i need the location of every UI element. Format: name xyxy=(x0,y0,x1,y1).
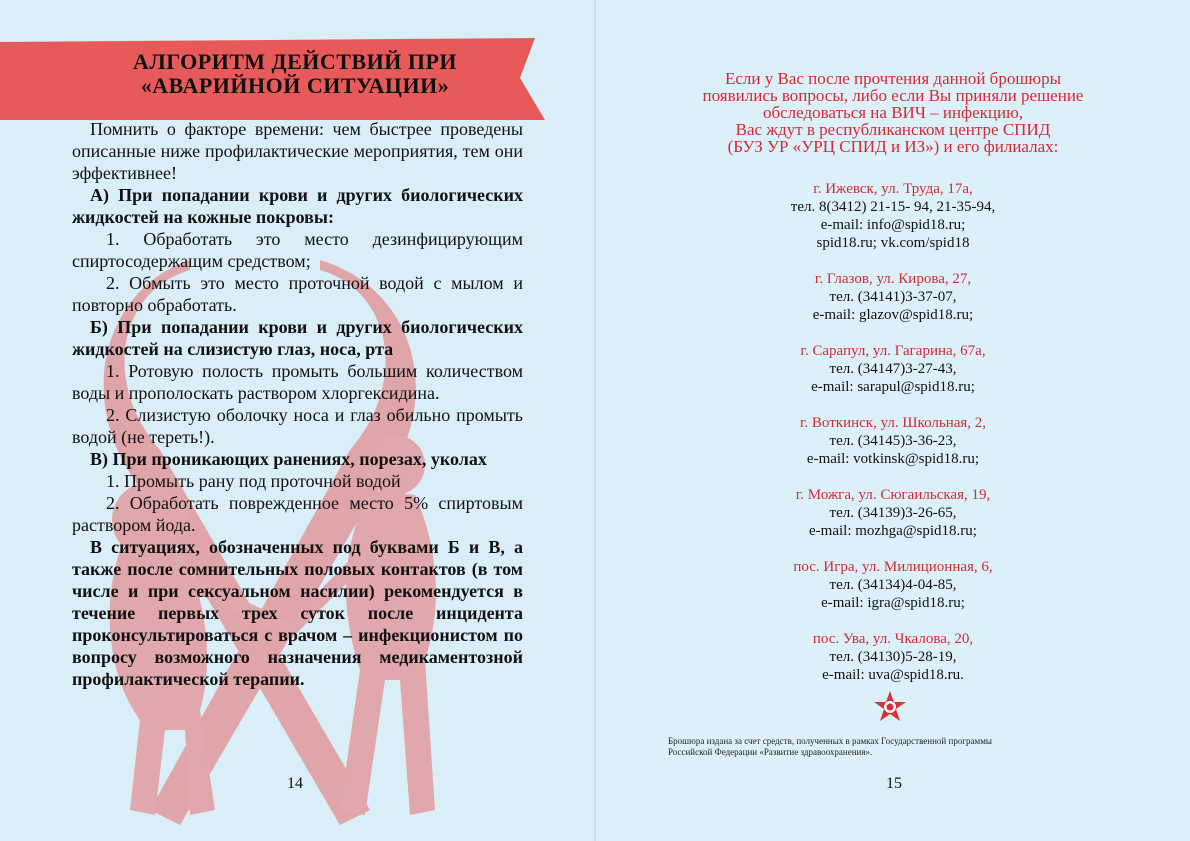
branch-phone: тел. (34147)3-27-43, xyxy=(829,361,957,377)
branch-list xyxy=(656,180,1130,702)
branch-email: e-mail: info@spid18.ru; xyxy=(820,217,966,233)
star-emblem-icon xyxy=(872,690,908,726)
branch-phone: тел. (34139)3-26-65, xyxy=(829,505,957,521)
branch-email: e-mail: glazov@spid18.ru; xyxy=(812,307,974,323)
branch-votkinsk xyxy=(656,414,1130,468)
branch-phone: тел. 8(3412) 21-15- 94, 21-35-94, xyxy=(790,199,996,215)
branch-izhevsk xyxy=(656,180,1130,252)
branch-address: г. Сарапул, ул. Гагарина, 67а, xyxy=(800,343,986,359)
conclusion-paragraph: В ситуациях, обозначенных под буквами Б и В, а также после сомнительных половых контактов (в том числе и при сексуальном насилии) рекомендуется в течение первых трех суток после инцидента проконсультироваться с врачом – инфекционистом по вопросу возможного назначения медикаментозной профилактической терапии. xyxy=(72,537,523,689)
footnote-line-1: Брошюра издана за счет средств, полученных в рамках Государственной программы xyxy=(668,736,992,746)
branch-phone: тел. (34130)5-28-19, xyxy=(829,649,957,665)
branch-glazov xyxy=(656,270,1130,324)
branch-phone: тел. (34141)3-37-07, xyxy=(829,289,957,305)
intro-line-4: Вас ждут в республиканском центре СПИД xyxy=(735,120,1051,139)
intro-line-2: появились вопросы, либо если Вы приняли решение xyxy=(702,86,1084,105)
contact-intro xyxy=(636,70,1150,155)
algorithm-text xyxy=(72,118,523,690)
branch-address: г. Ижевск, ул. Труда, 17а, xyxy=(813,181,973,197)
branch-email: e-mail: votkinsk@spid18.ru; xyxy=(806,451,980,467)
branch-address: пос. Ува, ул. Чкалова, 20, xyxy=(812,631,974,647)
branch-address: г. Воткинск, ул. Школьная, 2, xyxy=(799,415,987,431)
branch-uva xyxy=(656,630,1130,684)
right-page xyxy=(596,0,1190,841)
section-c-step-2: 2. Обработать поврежденное место 5% спиртовым раствором йода. xyxy=(72,493,523,535)
branch-sarapul xyxy=(656,342,1130,396)
intro-line-5: (БУЗ УР «УРЦ СПИД и ИЗ») и его филиалах: xyxy=(727,137,1059,156)
page-number-left: 14 xyxy=(287,775,303,792)
branch-igra xyxy=(656,558,1130,612)
section-c-heading: В) При проникающих ранениях, порезах, уколах xyxy=(90,449,487,469)
branch-address: г. Глазов, ул. Кирова, 27, xyxy=(814,271,972,287)
left-page xyxy=(0,0,594,841)
section-b-step-1: 1. Ротовую полость промыть большим количеством воды и прополоскать раствором хлоргексидина. xyxy=(72,361,523,403)
branch-email: e-mail: sarapul@spid18.ru; xyxy=(811,379,975,395)
section-a-heading: А) При попадании крови и других биологических жидкостей на кожные покровы: xyxy=(72,185,523,227)
section-a-step-2: 2. Обмыть это место проточной водой с мылом и повторно обработать. xyxy=(72,273,523,315)
section-b-heading: Б) При попадании крови и других биологических жидкостей на слизистую глаз, носа, рта xyxy=(72,317,523,359)
intro-line-1: Если у Вас после прочтения данной брошюры xyxy=(724,69,1062,88)
branch-phone: тел. (34145)3-36-23, xyxy=(829,433,957,449)
branch-email: e-mail: uva@spid18.ru. xyxy=(822,667,964,683)
section-a-step-1: 1. Обработать это место дезинфицирующим спиртосодержащим средством; xyxy=(72,229,523,271)
branch-mozhga xyxy=(656,486,1130,540)
branch-email: e-mail: mozhga@spid18.ru; xyxy=(809,523,977,539)
publication-footnote xyxy=(668,736,1068,758)
section-b-step-2: 2. Слизистую оболочку носа и глаз обильно промыть водой (не тереть!). xyxy=(72,405,523,447)
footnote-line-2: Российской Федерации «Развитие здравоохранения». xyxy=(668,747,873,757)
branch-phone: тел. (34134)4-04-85, xyxy=(829,577,957,593)
branch-email: e-mail: igra@spid18.ru; xyxy=(821,595,965,611)
page-title xyxy=(60,50,530,98)
title-line-2: «АВАРИЙНОЙ СИТУАЦИИ» xyxy=(140,73,450,98)
intro-line-3: обследоваться на ВИЧ – инфекцию, xyxy=(762,103,1024,122)
branch-address: пос. Игра, ул. Милиционная, 6, xyxy=(793,559,993,575)
section-c-step-1: 1. Промыть рану под проточной водой xyxy=(106,471,401,491)
branch-web: spid18.ru; vk.com/spid18 xyxy=(816,235,970,251)
branch-address: г. Можга, ул. Сюгаильская, 19, xyxy=(795,487,991,503)
page-number-right: 15 xyxy=(886,775,902,792)
intro-paragraph: Помнить о факторе времени: чем быстрее проведены описанные ниже профилактические мероприятия, тем они эффективнее! xyxy=(72,119,523,183)
title-line-1: АЛГОРИТМ ДЕЙСТВИЙ ПРИ xyxy=(132,49,458,74)
